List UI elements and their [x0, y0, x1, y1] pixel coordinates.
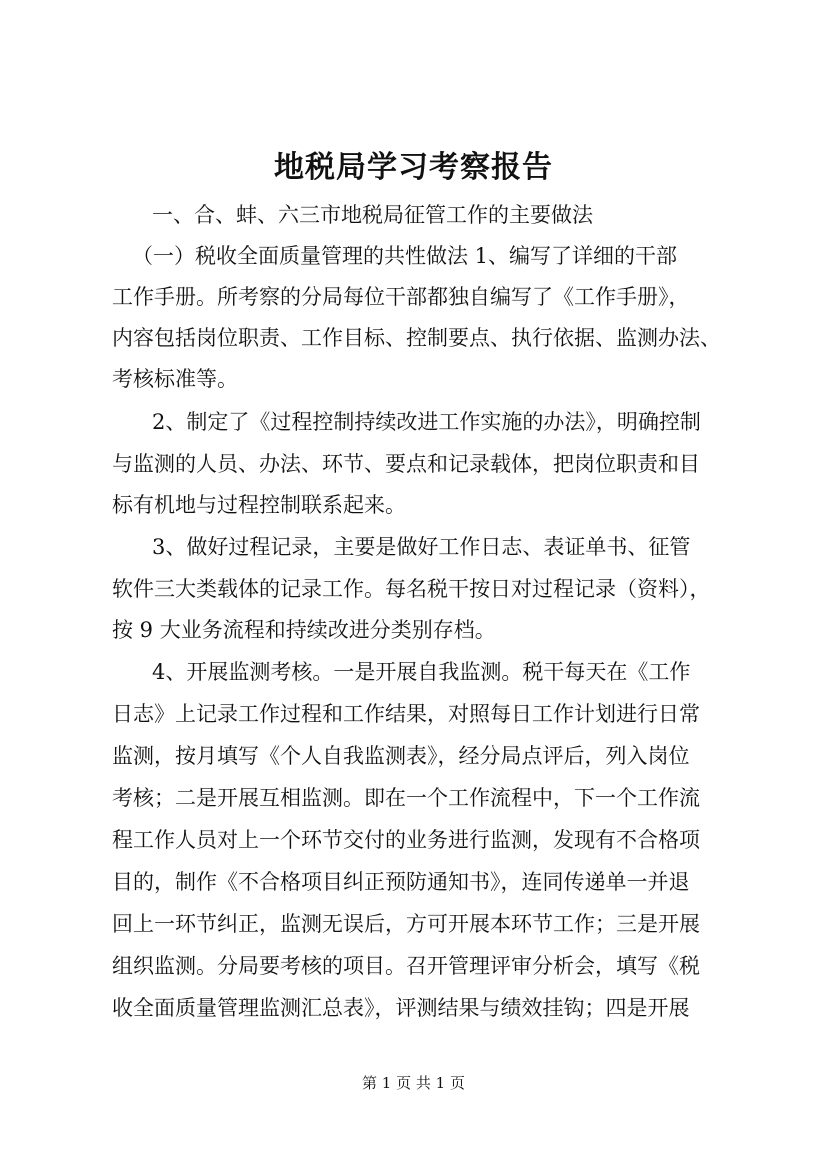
- document-title: 地税局学习考察报告: [274, 150, 553, 185]
- paragraph-line: 程工作人员对上一个环节交付的业务进行监测，发现有不合格项: [112, 828, 700, 852]
- paragraph-line: 收全面质量管理监测汇总表》，评测结果与绩效挂钩；四是开展: [112, 996, 690, 1020]
- paragraph-line: 日志》上记录工作过程和工作结果，对照每日工作计划进行日常: [112, 702, 700, 726]
- paragraph-line: 内容包括岗位职责、工作目标、控制要点、执行依据、监测办法、: [112, 326, 721, 350]
- paragraph-line: 回上一环节纠正，监测无误后，方可开展本环节工作；三是开展: [112, 912, 700, 936]
- heading-line-1: 一、合、蚌、六三市地税局征管工作的主要做法: [152, 203, 593, 227]
- paragraph-line: 监测，按月填写《个人自我监测表》，经分局点评后，列入岗位: [112, 744, 690, 768]
- paragraph-line: 2、制定了《过程控制持续改进工作实施的办法》，明确控制: [152, 410, 701, 434]
- paragraph-line: 3、做好过程记录，主要是做好工作日志、表证单书、征管: [152, 535, 691, 559]
- paragraph-line: 按 9 大业务流程和持续改进分类别存档。: [112, 618, 496, 642]
- paragraph-line: 考核标准等。: [112, 367, 238, 391]
- paragraph-line: 考核；二是开展互相监测。即在一个工作流程中，下一个工作流: [112, 786, 700, 810]
- paragraph-line: 目的，制作《不合格项目纠正预防通知书》，连同传递单一并退: [112, 870, 690, 894]
- paragraph-line: 与监测的人员、办法、环节、要点和记录载体，把岗位职责和目: [112, 452, 700, 476]
- page-footer: 第 1 页 共 1 页: [362, 1074, 465, 1092]
- paragraph-line: 软件三大类载体的记录工作。每名税干按日对过程记录（资料），: [112, 577, 711, 601]
- paragraph-line: 标有机地与过程控制联系起来。: [112, 493, 406, 517]
- paragraph-line: 工作手册。所考察的分局每位干部都独自编写了《工作手册》，: [112, 285, 690, 309]
- paragraph-line: 组织监测。分局要考核的项目。召开管理评审分析会，填写《税: [112, 954, 700, 978]
- paragraph-line: （一）税收全面质量管理的共性做法 1、编写了详细的干部: [132, 244, 678, 268]
- paragraph-line: 4、开展监测考核。一是开展自我监测。税干每天在《工作: [152, 660, 691, 684]
